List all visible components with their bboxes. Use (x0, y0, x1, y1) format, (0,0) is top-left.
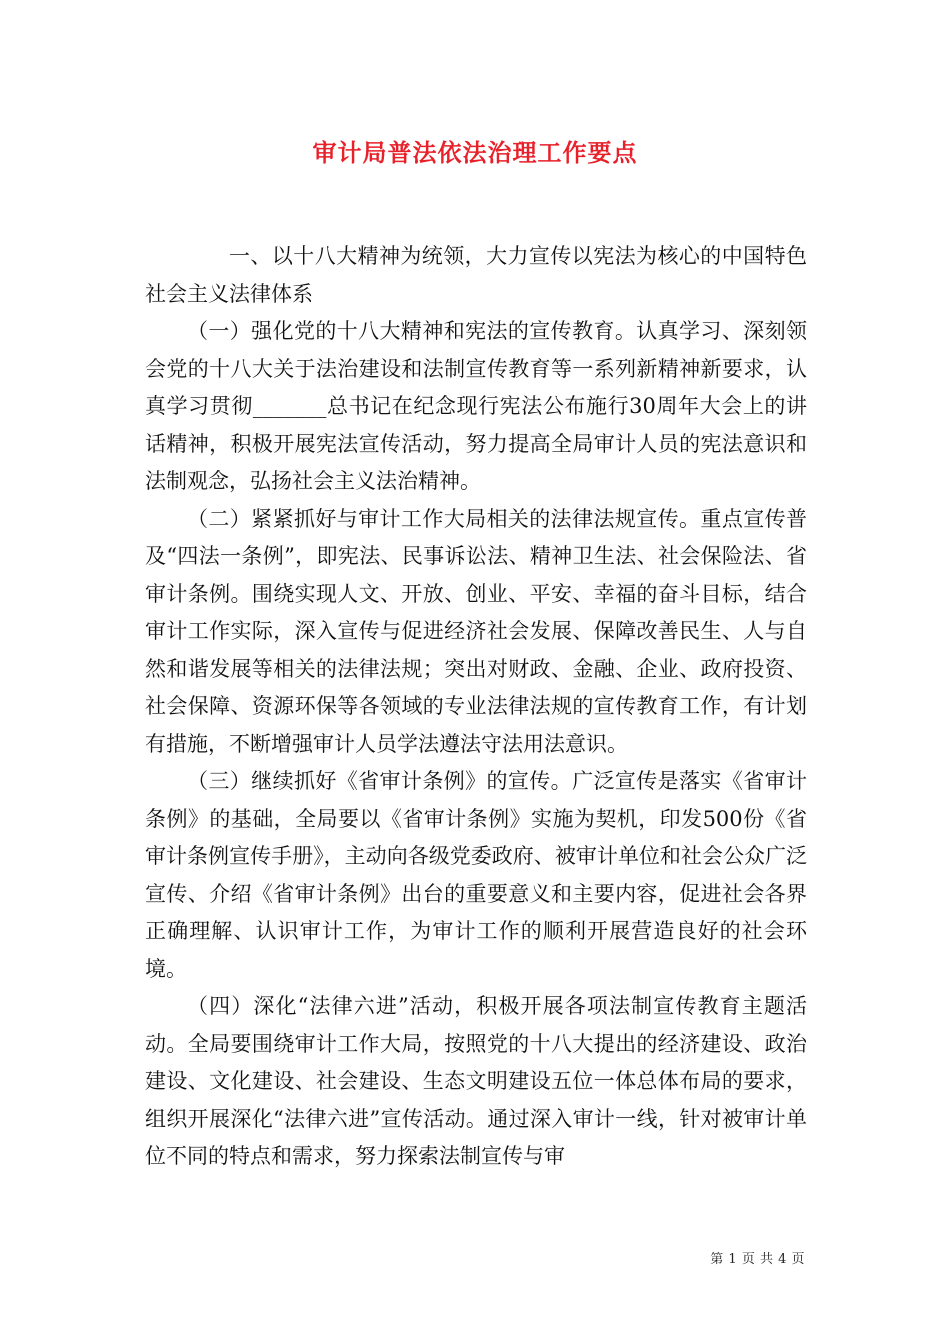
page-number-footer: 第 1 页 共 4 页 (710, 1252, 805, 1267)
section-heading: 一、以十八大精神为统领，大力宣传以宪法为核心的中国特色社会主义法律体系 (145, 244, 807, 306)
document-title: 审计局普法依法治理工作要点 (312, 138, 638, 167)
document-body (145, 238, 807, 1176)
paragraph-4: （四）深化“法律六进”活动，积极开展各项法制宣传教育主题活动。全局要围绕审计工作大局，按照党的十八大提出的经济建设、政治建设、文化建设、社会建设、生态文明建设五位一体总体布局的要求，组织开展深化“法律六进”宣传活动。通过深入审计一线，针对被审计单位不同的特点和需求，努力探索法制宣传与审 (145, 994, 807, 1168)
paragraph-2: （二）紧紧抓好与审计工作大局相关的法律法规宣传。重点宣传普及“四法一条例”，即宪法、民事诉讼法、精神卫生法、社会保险法、省审计条例。围绕实现人文、开放、创业、平安、幸福的奋斗目标，结合审计工作实际，深入宣传与促进经济社会发展、保障改善民生、人与自然和谐发展等相关的法律法规；突出对财政、金融、企业、政府投资、社会保障、资源环保等各领域的专业法律法规的宣传教育工作，有计划有措施，不断增强审计人员学法遵法守法用法意识。 (145, 506, 807, 756)
paragraph-3: （三）继续抓好《省审计条例》的宣传。广泛宣传是落实《省审计条例》的基础，全局要以《省审计条例》实施为契机，印发500份《省审计条例宣传手册》，主动向各级党委政府、被审计单位和社会公众广泛宣传、介绍《省审计条例》出台的重要意义和主要内容，促进社会各界正确理解、认识审计工作，为审计工作的顺利开展营造良好的社会环境。 (145, 769, 807, 981)
paragraph-1: （一）强化党的十八大精神和宪法的宣传教育。认真学习、深刻领会党的十八大关于法治建设和法制宣传教育等一系列新精神新要求，认真学习贯彻_______总书记在纪念现行宪法公布施行30周年大会上的讲话精神，积极开展宪法宣传活动，努力提高全局审计人员的宪法意识和法制观念，弘扬社会主义法治精神。 (145, 319, 807, 493)
